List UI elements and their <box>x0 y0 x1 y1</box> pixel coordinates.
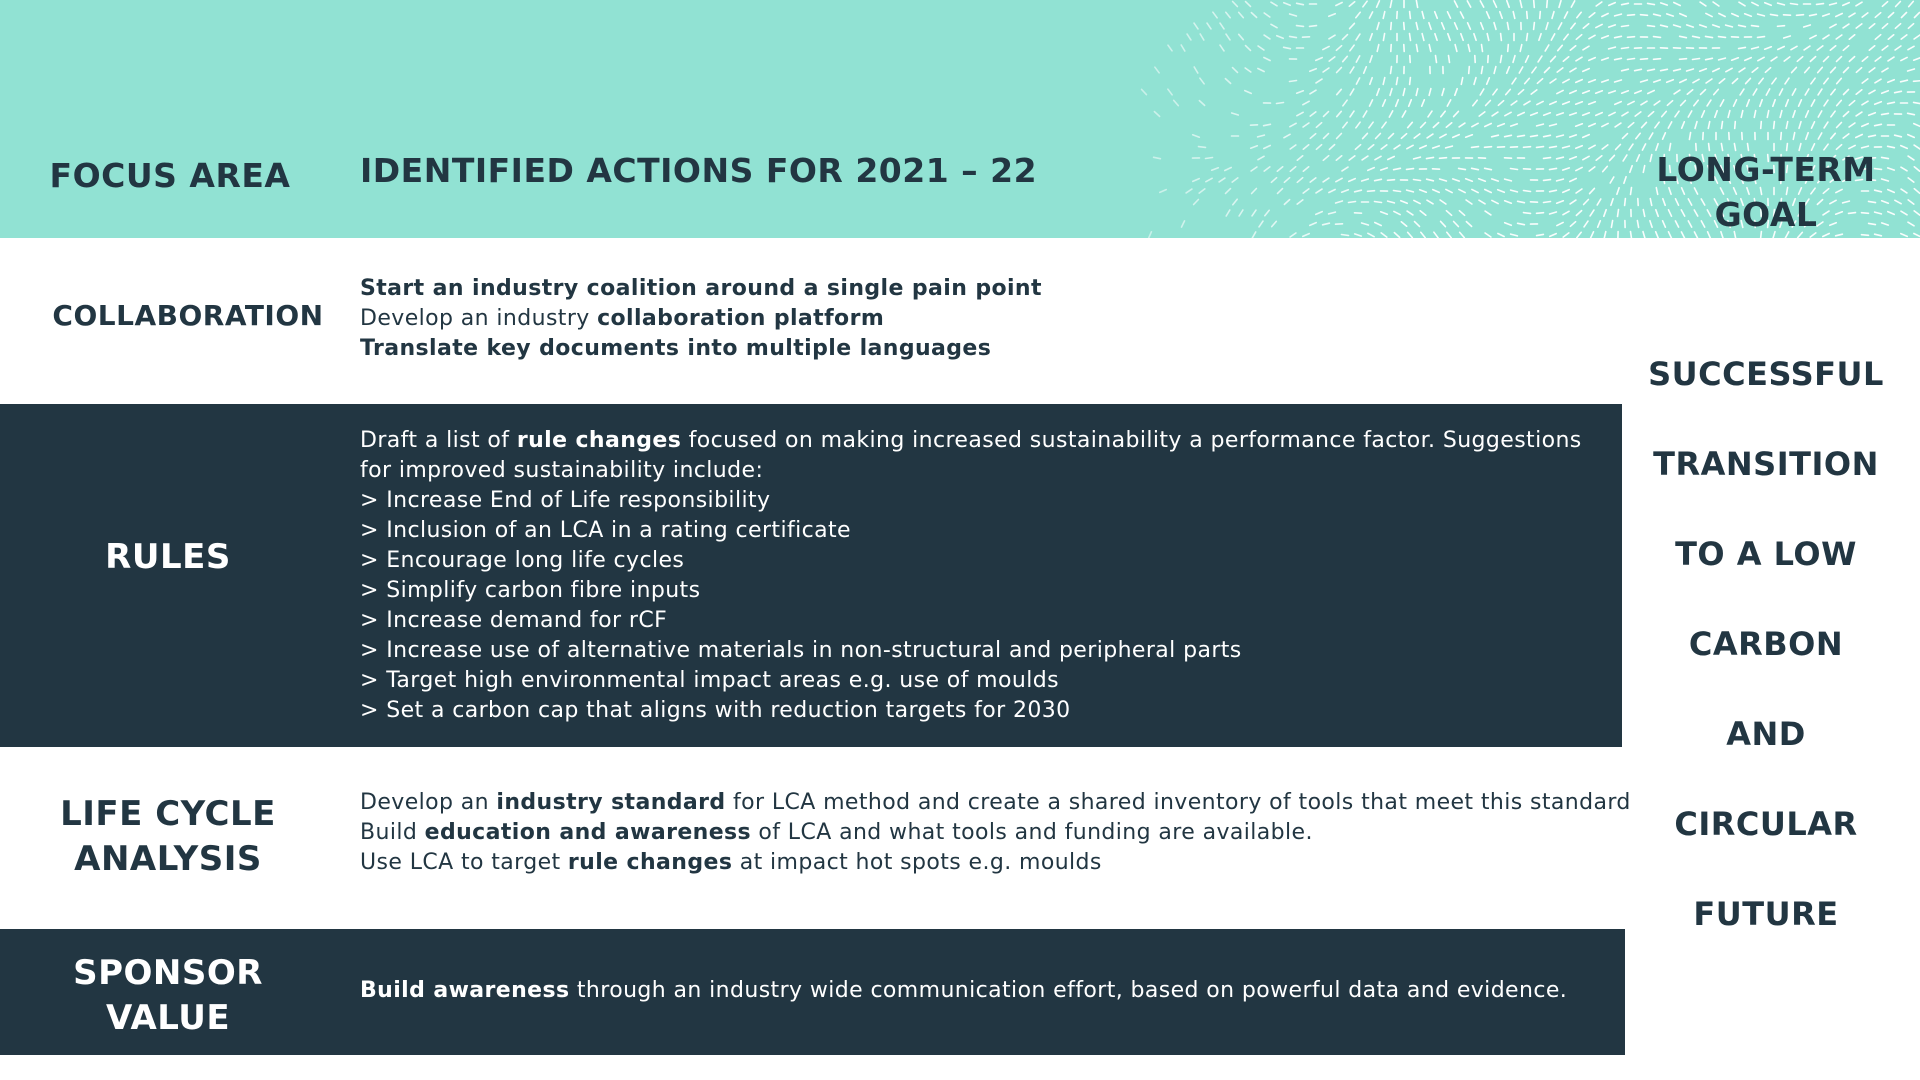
action-line: Develop an industry standard for LCA method and create a shared inventory of tools that meet this standard <box>360 790 1631 815</box>
focus-collaboration: COLLABORATION <box>52 299 324 332</box>
rules-item: > Target high environmental impact areas e.g. use of moulds <box>360 668 1059 693</box>
goal-word: TRANSITION <box>1653 445 1879 483</box>
goal-word: AND <box>1726 715 1806 753</box>
long-term-goal-text <box>1624 329 1908 959</box>
action-line: Build education and awareness of LCA and what tools and funding are available. <box>360 820 1313 845</box>
action-line: Start an industry coalition around a single pain point <box>360 276 1042 301</box>
collaboration-actions <box>360 274 1042 364</box>
long-term-goal-heading <box>1624 147 1908 237</box>
focus-lca-line-2: ANALYSIS <box>74 839 262 879</box>
action-line: Translate key documents into multiple languages <box>360 336 992 361</box>
goal-word: SUCCESSFUL <box>1648 355 1884 393</box>
goal-word: CIRCULAR <box>1674 805 1858 843</box>
rules-item: > Encourage long life cycles <box>360 548 685 573</box>
rules-item: > Simplify carbon fibre inputs <box>360 578 701 603</box>
sponsor-actions <box>360 976 1567 1006</box>
goal-word: TO A LOW <box>1675 535 1857 573</box>
rules-item: > Increase End of Life responsibility <box>360 488 771 513</box>
rules-item: > Set a carbon cap that aligns with reduction targets for 2030 <box>360 698 1071 723</box>
focus-life-cycle-analysis <box>0 792 336 882</box>
rules-actions <box>360 426 1600 726</box>
action-line: Use LCA to target rule changes at impact hot spots e.g. moulds <box>360 850 1102 875</box>
rules-item: > Increase demand for rCF <box>360 608 668 633</box>
focus-sponsor-line-2: VALUE <box>105 998 231 1038</box>
focus-sponsor-line-1: SPONSOR <box>73 953 263 993</box>
goal-word: CARBON <box>1688 625 1844 663</box>
goal-heading-line-2: GOAL <box>1714 195 1818 234</box>
action-line: Develop an industry collaboration platform <box>360 306 885 331</box>
goal-heading-line-1: LONG-TERM <box>1656 150 1876 189</box>
rules-item: > Increase use of alternative materials in non-structural and peripheral parts <box>360 638 1242 663</box>
goal-word: FUTURE <box>1693 895 1839 933</box>
rules-intro: Draft a list of rule changes focused on making increased sustainability a performance factor. Suggestions for improved sustainability include: <box>360 428 1582 483</box>
rules-item: > Inclusion of an LCA in a rating certificate <box>360 518 851 543</box>
lca-actions <box>360 788 1631 878</box>
action-line: Build awareness through an industry wide communication effort, based on powerful data and evidence. <box>360 978 1568 1003</box>
focus-lca-line-1: LIFE CYCLE <box>60 794 276 834</box>
focus-area-heading: FOCUS AREA <box>49 156 291 195</box>
actions-heading: IDENTIFIED ACTIONS FOR 2021 – 22 <box>360 151 1038 190</box>
focus-rules: RULES <box>105 537 231 577</box>
focus-sponsor-value <box>0 951 336 1041</box>
